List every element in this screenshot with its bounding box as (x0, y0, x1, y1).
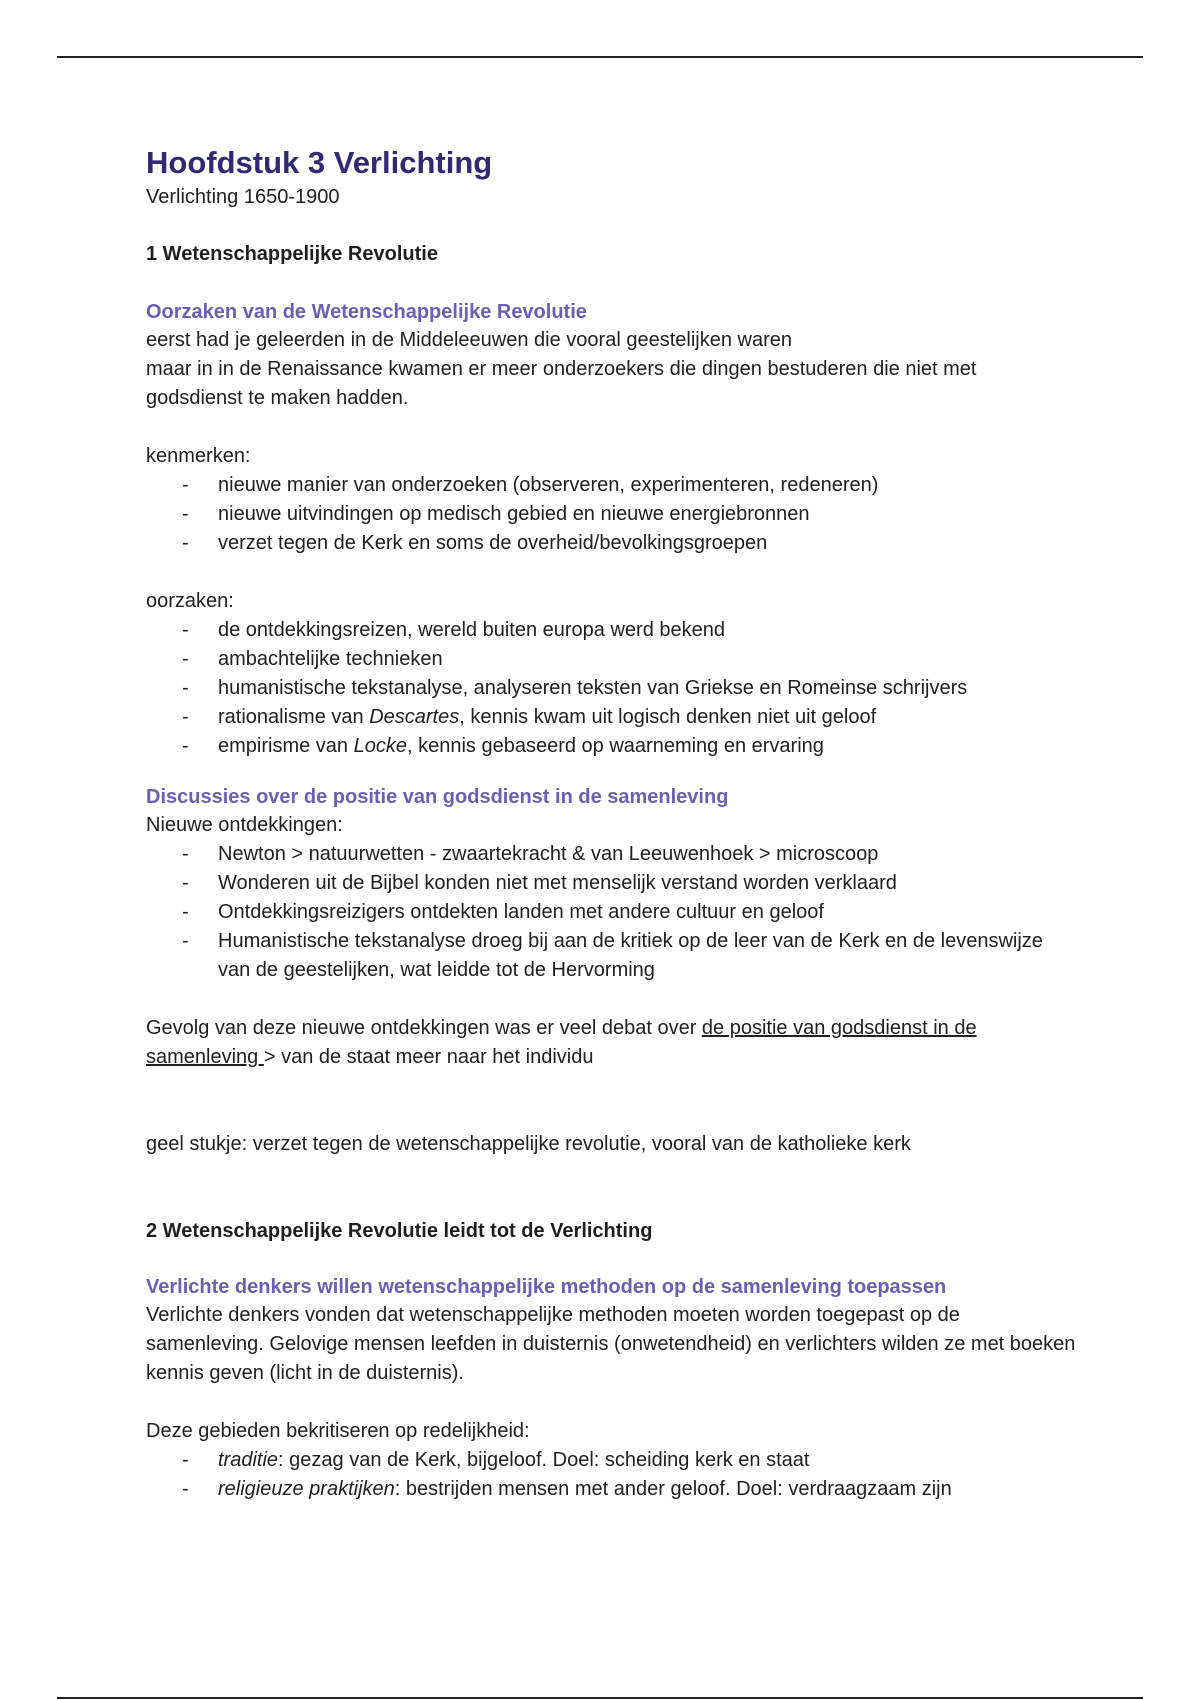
subsection-oorzaken-heading: Oorzaken van de Wetenschappelijke Revolutie (146, 301, 587, 323)
gevolg-underlined: de positie van godsdienst in de samenleving (146, 1017, 977, 1068)
section-2-heading: 2 Wetenschappelijke Revolutie leidt tot de Verlichting (146, 1220, 653, 1242)
list-item: - verzet tegen de Kerk en soms de overheid/bevolkingsgroepen (146, 529, 1076, 558)
text-post: , kennis kwam uit logisch denken niet uit geloof (459, 706, 877, 728)
paragraph-line: eerst had je geleerden in de Middeleeuwen die vooral geestelijken waren (146, 329, 792, 351)
gebieden-label: Deze gebieden bekritiseren op redelijkheid: (146, 1420, 530, 1442)
subsection-verlichte-denkers-heading: Verlichte denkers willen wetenschappelijke methoden op de samenleving toepassen (146, 1276, 947, 1298)
oorzaken-label: oorzaken: (146, 590, 234, 612)
top-rule (57, 56, 1143, 58)
verlichte-denkers-paragraph: Verlichte denkers vonden dat wetenschappelijke methoden moeten worden toegepast op de samenleving. Gelovige mensen leefden in duisternis (onwetendheid) en verlichters wilden ze met boeken kennis geven (licht in de duisternis). (146, 1304, 1076, 1384)
text-pre: rationalisme van (218, 706, 370, 728)
page-subtitle: Verlichting 1650-1900 (146, 186, 340, 208)
list-item: - Newton > natuurwetten - zwaartekracht & van Leeuwenhoek > microscoop (146, 840, 1076, 869)
gebieden-list (146, 1446, 1076, 1504)
list-item (146, 1446, 1076, 1475)
list-item: - nieuwe manier van onderzoeken (observeren, experimenteren, redeneren) (146, 471, 1076, 500)
bottom-rule (57, 1697, 1143, 1699)
list-item (146, 732, 1076, 761)
oorzaken-list (146, 616, 1076, 761)
list-item (146, 703, 1076, 732)
document-body (146, 144, 1076, 1504)
list-item: - Humanistische tekstanalyse droeg bij aan de kritiek op de leer van de Kerk en de levenswijze van de geestelijken, wat leidde tot de Hervorming (146, 927, 1076, 985)
list-item: - Ontdekkingsreizigers ontdekten landen met andere cultuur en geloof (146, 898, 1076, 927)
term-religieuze-praktijken: religieuze praktijken (218, 1478, 395, 1500)
subsection-discussies-heading: Discussies over de positie van godsdienst in de samenleving (146, 786, 729, 808)
gevolg-text-end: > van de staat meer naar het individu (263, 1046, 594, 1068)
page-title: Hoofdstuk 3 Verlichting (146, 145, 493, 180)
list-item: - humanistische tekstanalyse, analyseren teksten van Griekse en Romeinse schrijvers (146, 674, 1076, 703)
term-traditie: traditie (218, 1449, 279, 1471)
term-description: : gezag van de Kerk, bijgeloof. Doel: scheiding kerk en staat (278, 1449, 810, 1471)
text-post: , kennis gebaseerd op waarneming en ervaring (406, 735, 824, 757)
list-item: - ambachtelijke technieken (146, 645, 1076, 674)
kenmerken-list (146, 471, 1076, 558)
text-pre: empirisme van (218, 735, 354, 757)
geel-stukje-note: geel stukje: verzet tegen de wetenschappelijke revolutie, vooral van de katholieke kerk (146, 1133, 911, 1155)
paragraph-line: maar in in de Renaissance kwamen er meer onderzoekers die dingen bestuderen die niet met godsdienst te maken hadden. (146, 358, 977, 409)
list-item: - Wonderen uit de Bijbel konden niet met menselijk verstand worden verklaard (146, 869, 1076, 898)
section-1-heading: 1 Wetenschappelijke Revolutie (146, 243, 438, 265)
gevolg-text: Gevolg van deze nieuwe ontdekkingen was er veel debat over (146, 1017, 702, 1039)
person-descartes: Descartes (369, 706, 460, 728)
list-item: - de ontdekkingsreizen, wereld buiten europa werd bekend (146, 616, 1076, 645)
kenmerken-label: kenmerken: (146, 445, 251, 467)
discussies-intro: Nieuwe ontdekkingen: (146, 814, 343, 836)
ontdekkingen-list (146, 840, 1076, 985)
list-item: - nieuwe uitvindingen op medisch gebied en nieuwe energiebronnen (146, 500, 1076, 529)
person-locke: Locke (353, 735, 407, 757)
gevolg-paragraph (146, 1014, 1076, 1072)
term-description: : bestrijden mensen met ander geloof. Doel: verdraagzaam zijn (394, 1478, 952, 1500)
list-item (146, 1475, 1076, 1504)
